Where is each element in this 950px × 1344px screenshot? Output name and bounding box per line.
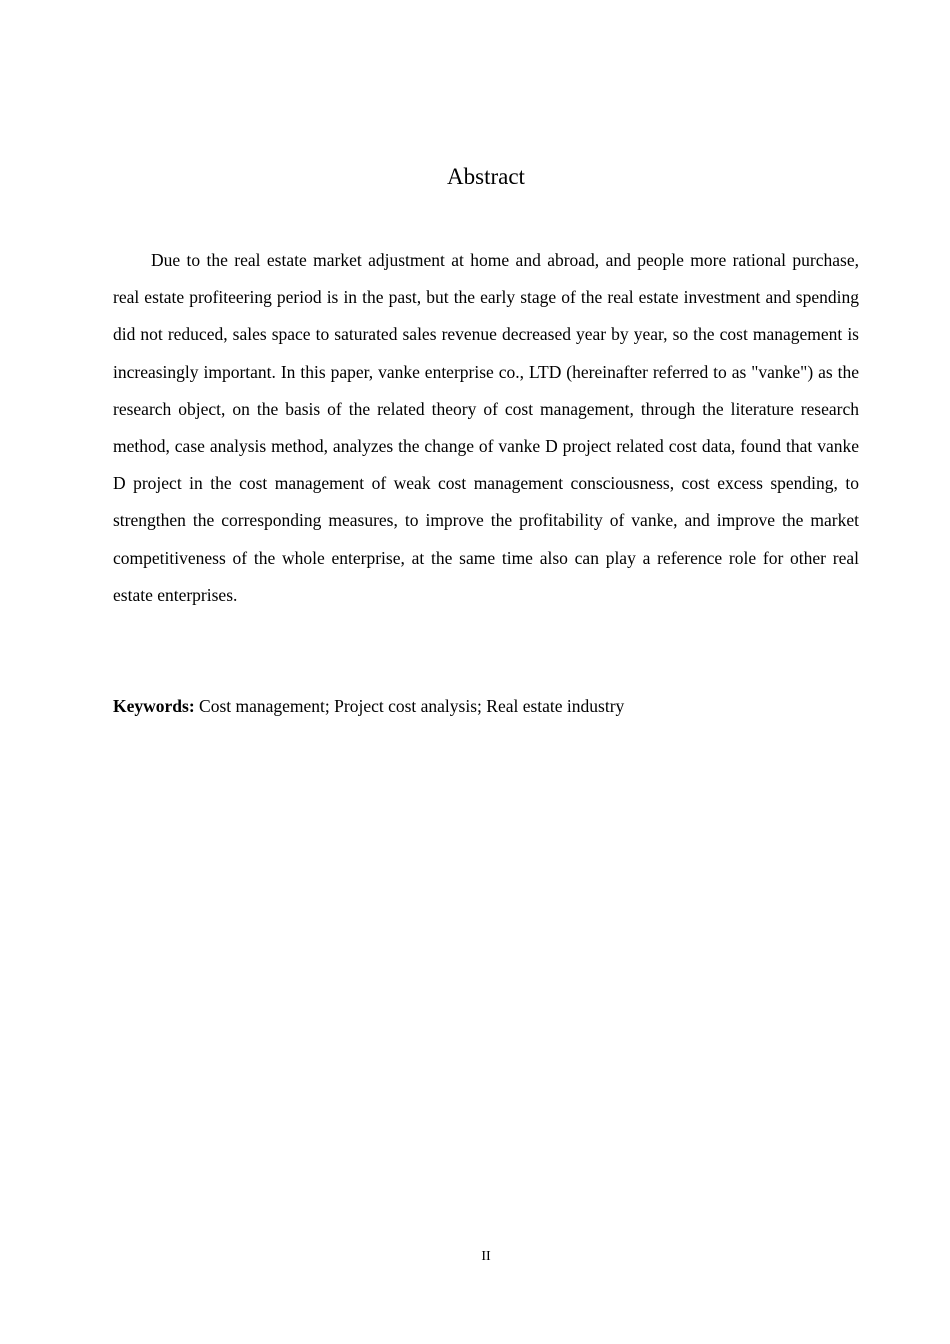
page-title: Abstract — [447, 164, 525, 189]
keywords-line — [113, 688, 859, 724]
page-number: II — [481, 1249, 491, 1264]
keywords-value: Cost management; Project cost analysis; Real estate industry — [199, 696, 625, 716]
keywords-label: Keywords: — [113, 696, 195, 716]
abstract-paragraph: Due to the real estate market adjustment at home and abroad, and people more rational purchase, real estate profiteering period is in the past, but the early stage of the real estate investment and spending did not reduced, sales space to saturated sales revenue decreased year by year, so the cost management is increasingly important. In this paper, vanke enterprise co., LTD (hereinafter referred to as "vanke") as the research object, on the basis of the related theory of cost management, through the literature research method, case analysis method, analyzes the change of vanke D project related cost data, found that vanke D project in the cost management of weak cost management consciousness, cost excess spending, to strengthen the corresponding measures, to improve the profitability of vanke, and improve the market competitiveness of the whole enterprise, at the same time also can play a reference role for other real estate enterprises. — [113, 250, 859, 605]
